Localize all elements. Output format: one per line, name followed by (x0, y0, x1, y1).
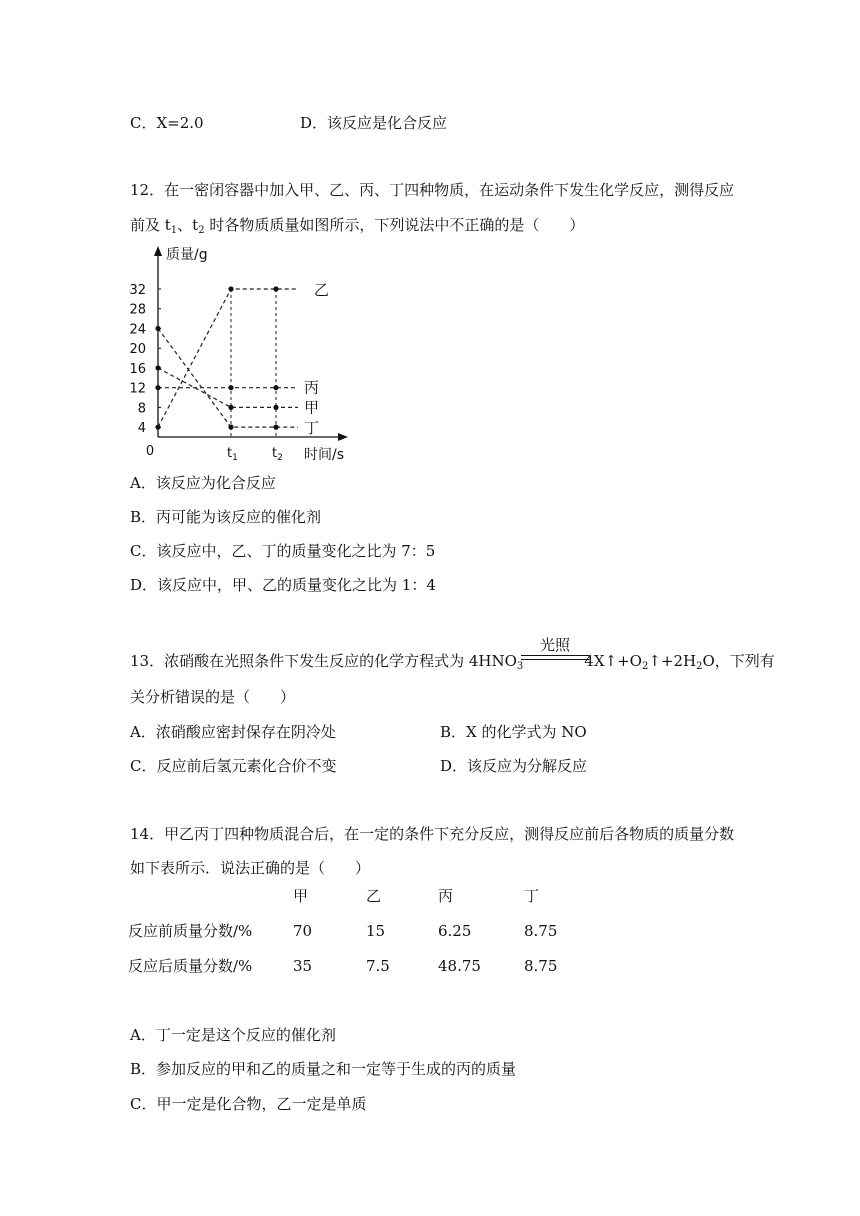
x-tick-label: $t_1$ (227, 446, 238, 463)
reaction-condition: 光照 (539, 636, 570, 654)
table-header-cell: 乙 (366, 887, 382, 905)
q14-option-a: A．丁一定是这个反应的催化剂 (130, 1026, 336, 1044)
series-label: 丙 (304, 378, 320, 397)
q12-option-a: A．该反应为化合反应 (130, 474, 276, 492)
data-point (273, 286, 278, 291)
x-tick-label: $t_2$ (272, 446, 283, 463)
q13-option-a: A．浓硝酸应密封保存在阴冷处 (130, 723, 336, 741)
table-row (128, 913, 584, 948)
table-cell: 15 (366, 921, 386, 940)
x-axis-label: 时间/s (304, 447, 345, 463)
q12-option-b: B．丙可能为该反应的催化剂 (130, 508, 322, 526)
y-axis-arrow-icon (154, 246, 162, 256)
table-cell: 反应后质量分数/% (128, 957, 253, 975)
table-header-cell: 甲 (293, 887, 309, 905)
table-cell: 70 (293, 921, 313, 940)
data-point (228, 385, 233, 390)
q14-option-b: B．参加反应的甲和乙的质量之和一定等于生成的丙的质量 (130, 1060, 517, 1078)
series-line (158, 328, 298, 427)
data-point (228, 425, 233, 430)
q13-option-b: B．X 的化学式为 NO (440, 723, 587, 741)
table-cell: 8.75 (524, 921, 558, 940)
table-cell: 7.5 (366, 956, 390, 975)
table-row (128, 948, 584, 983)
q12-option-c: C．该反应中，乙、丁的质量变化之比为 7：5 (130, 542, 436, 560)
data-point (273, 385, 278, 390)
y-tick-label: 4 (137, 421, 146, 437)
y-tick-label: 8 (137, 401, 146, 417)
data-point (228, 405, 233, 410)
q14-stem-line1: 14．甲乙丙丁四种物质混合后，在一定的条件下充分反应，测得反应前后各物质的质量分数 (130, 825, 735, 843)
y-tick-label: 28 (129, 302, 146, 318)
y-tick-label: 32 (129, 283, 146, 298)
q12-stem-line1: 12．在一密闭容器中加入甲、乙、丙、丁四种物质，在运动条件下发生化学反应，测得反应 (130, 181, 735, 199)
q11-option-d: D．该反应是化合反应 (300, 114, 448, 132)
table-cell: 6.25 (438, 921, 472, 940)
data-point (155, 385, 160, 390)
data-point (155, 365, 160, 370)
y-tick-label: 16 (129, 361, 146, 377)
y-axis-label: 质量/g (166, 247, 208, 263)
series-label: 甲 (304, 398, 320, 417)
q12-stem-line2: 前及 $t_1$、$t_2$ 时各物质质量如图所示，下列说法中不正确的是（ ） (130, 216, 585, 236)
y-tick-label: 12 (129, 381, 146, 397)
q13-stem-line2: 关分析错误的是（ ） (130, 688, 296, 706)
table-cell: 反应前质量分数/% (128, 922, 253, 940)
q14-option-c: C．甲一定是化合物，乙一定是单质 (130, 1095, 367, 1113)
data-point (273, 405, 278, 410)
table-cell: 8.75 (524, 956, 558, 975)
table-header-row (128, 878, 584, 913)
q13-option-c: C．反应前后氢元素化合价不变 (130, 757, 337, 775)
q14-stem-line2: 如下表所示．说法正确的是（ ） (130, 859, 371, 877)
data-point (155, 326, 160, 331)
data-point (155, 425, 160, 430)
q13-stem-line1: 13．浓硝酸在光照条件下发生反应的化学方程式为 $4HNO_3$ $4X↑+O_2↑+2H_2O$，下列有 (130, 652, 775, 672)
table-cell: 48.75 (438, 956, 481, 975)
mass-time-graph (120, 240, 360, 470)
q12-option-d: D．该反应中，甲、乙的质量变化之比为 1：4 (130, 576, 436, 594)
x-axis-arrow-icon (338, 433, 348, 441)
mass-fraction-table (128, 878, 584, 983)
q13-option-d: D．该反应为分解反应 (440, 757, 588, 775)
table-header-cell: 丙 (438, 887, 454, 905)
table-cell: 35 (293, 956, 313, 975)
data-point (228, 286, 233, 291)
table-header-cell (128, 878, 293, 913)
data-point (273, 425, 278, 430)
y-tick-label: 20 (129, 342, 146, 358)
origin-label: 0 (145, 444, 155, 459)
q11-option-c: C．X=2.0 (130, 114, 204, 132)
table-header-cell: 丁 (524, 887, 540, 905)
series-label: 乙 (314, 281, 330, 299)
y-tick-label: 24 (129, 322, 146, 338)
series-label: 丁 (304, 419, 320, 438)
